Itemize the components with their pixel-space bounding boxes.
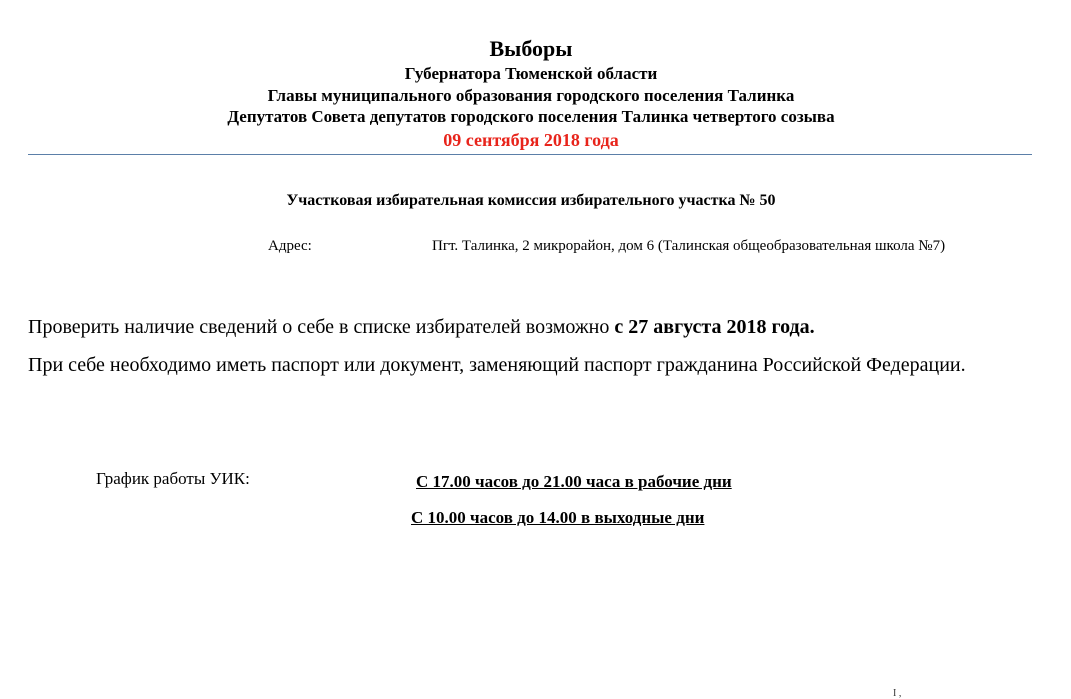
address-label: Адрес: xyxy=(268,238,312,254)
schedule-label: График работы УИК: xyxy=(96,469,250,488)
voter-list-check-paragraph xyxy=(28,309,1032,346)
schedule-weekdays: С 17.00 часов до 21.00 часа в рабочие дни xyxy=(416,472,732,491)
election-head-line: Главы муниципального образования городского поселения Талинка xyxy=(267,86,795,105)
voter-list-check-text: Проверить наличие сведений о себе в списке избирателей возможно xyxy=(28,316,615,338)
election-governor-line: Губернатора Тюменской области xyxy=(404,64,658,83)
voter-list-check-date: с 27 августа 2018 года. xyxy=(614,316,815,338)
election-title: Выборы xyxy=(489,36,573,61)
page-corner-mark: Ι , xyxy=(893,688,902,699)
passport-requirement-paragraph: При себе необходимо иметь паспорт или документ, заменяющий паспорт гражданина Российской Федерации. xyxy=(28,354,966,376)
schedule-weekends: С 10.00 часов до 14.00 в выходные дни xyxy=(411,508,705,527)
election-deputies-line: Депутатов Совета депутатов городского поселения Талинка четвертого созыва xyxy=(227,107,835,126)
election-date: 09 сентября 2018 года xyxy=(443,130,619,150)
commission-title: Участковая избирательная комиссия избирательного участка № 50 xyxy=(286,192,776,209)
address-value: Пгт. Талинка, 2 микрорайон, дом 6 (Талинская общеобразовательная школа №7) xyxy=(432,238,946,254)
header-divider xyxy=(28,154,1032,155)
